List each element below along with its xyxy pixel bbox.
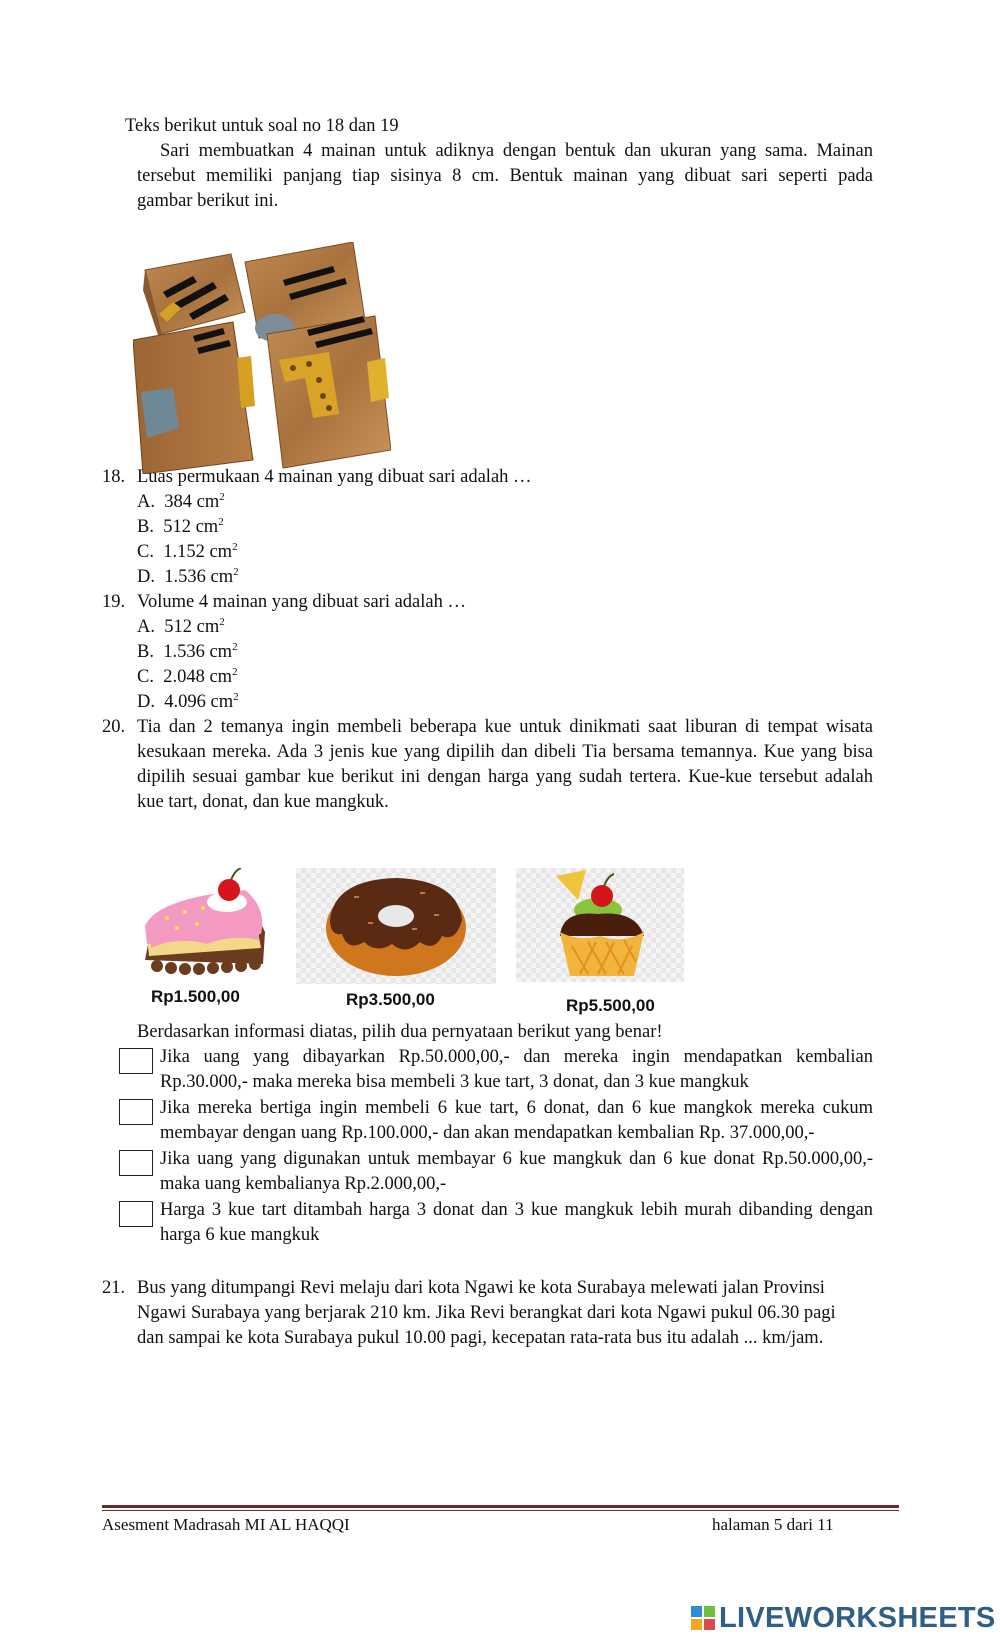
option-exponent: 2: [219, 491, 225, 503]
passage-heading: Teks berikut untuk soal no 18 dan 19: [125, 116, 399, 136]
q18-option-d[interactable]: [137, 565, 239, 589]
cupcake-image: [548, 866, 654, 982]
statement-2-line-1: Jika mereka bertiga ingin membeli 6 kue tart, 6 donat, dan 6 kue mangkok mereka cukum: [160, 1098, 873, 1118]
q19-option-b[interactable]: [137, 640, 238, 664]
option-letter: D.: [137, 692, 155, 712]
q19-option-c[interactable]: [137, 665, 238, 689]
q18-option-b[interactable]: [137, 515, 224, 539]
option-letter: C.: [137, 542, 154, 562]
option-exponent: 2: [232, 666, 238, 678]
liveworksheets-icon: [691, 1606, 715, 1630]
option-letter: B.: [137, 642, 154, 662]
statement-4-line-2: harga 6 kue mangkuk: [160, 1225, 320, 1245]
statement-3-checkbox[interactable]: [119, 1150, 153, 1176]
option-letter: A.: [137, 617, 155, 637]
footer-rule: [102, 1505, 899, 1508]
statement-1-line-1: Jika uang yang dibayarkan Rp.50.000,00,- dan mereka ingin mendapatkan kembalian: [160, 1047, 873, 1067]
passage-line-2: tersebut memiliki panjang tiap sisinya 8 cm. Bentuk mainan yang dibuat sari seperti pada: [137, 166, 873, 186]
statement-3-line-2: maka uang kembalianya Rp.2.000,00,-: [160, 1174, 447, 1194]
q20-instruction: Berdasarkan informasi diatas, pilih dua pernyataan berikut yang benar!: [137, 1022, 663, 1042]
q21-line-2: Ngawi Surabaya yang berjarak 210 km. Jika Revi berangkat dari kota Ngawi pukul 06.30 pagi: [137, 1303, 836, 1323]
option-value: 384 cm: [164, 492, 220, 512]
statement-3-line-1: Jika uang yang digunakan untuk membayar 6 kue mangkuk dan 6 kue donat Rp.50.000,00,-: [160, 1149, 873, 1169]
q19-number: 19.: [102, 592, 126, 612]
q21-line-3: dan sampai ke kota Surabaya pukul 10.00 pagi, kecepatan rata-rata bus itu adalah ... km/jam.: [137, 1328, 824, 1348]
option-exponent: 2: [218, 516, 224, 528]
option-value: 1.536 cm: [164, 567, 234, 587]
q19-text: Volume 4 mainan yang dibuat sari adalah …: [137, 592, 466, 612]
cake-image: [137, 868, 271, 978]
statement-4-checkbox[interactable]: [119, 1201, 153, 1227]
price-cake: Rp1.500,00: [151, 987, 240, 1006]
statement-2-line-2: membayar dengan uang Rp.100.000,- dan akan mendapatkan kembalian Rp. 37.000,00,-: [160, 1123, 815, 1143]
footer-page-number: halaman 5 dari 11: [712, 1515, 834, 1534]
q21-line-1: Bus yang ditumpangi Revi melaju dari kota Ngawi ke kota Surabaya melewati jalan Provinsi: [137, 1278, 825, 1298]
option-exponent: 2: [219, 616, 225, 628]
q20-line-2: kesukaan mereka. Ada 3 jenis kue yang dipilih dan dibeli Tia bersama temannya. Kue yang bisa: [137, 742, 873, 762]
q20-line-4: kue tart, donat, dan kue mangkuk.: [137, 792, 389, 812]
passage-line-3: gambar berikut ini.: [137, 191, 279, 211]
option-letter: D.: [137, 567, 155, 587]
option-value: 512 cm: [164, 617, 220, 637]
option-value: 2.048 cm: [163, 667, 233, 687]
q20-line-3: dipilih sesuai gambar kue berikut ini dengan harga yang sudah tertera. Kue-kue tersebut adalah: [137, 767, 873, 787]
q20-line-1: Tia dan 2 temanya ingin membeli beberapa kue untuk dinikmati saat liburan di tempat wisata: [137, 717, 873, 737]
q20-number: 20.: [102, 717, 126, 737]
statement-1-line-2: Rp.30.000,- maka mereka bisa membeli 3 kue tart, 3 donat, dan 3 kue mangkuk: [160, 1072, 749, 1092]
option-value: 4.096 cm: [164, 692, 234, 712]
option-letter: C.: [137, 667, 154, 687]
statement-4-line-1: Harga 3 kue tart ditambah harga 3 donat dan 3 kue mangkuk lebih murah dibanding dengan: [160, 1200, 873, 1220]
q19-option-d[interactable]: [137, 690, 239, 714]
option-exponent: 2: [233, 566, 239, 578]
liveworksheets-logo[interactable]: [691, 1602, 996, 1634]
option-exponent: 2: [232, 541, 238, 553]
price-cupcake: Rp5.500,00: [566, 996, 655, 1015]
option-value: 512 cm: [163, 517, 219, 537]
option-value: 1.152 cm: [163, 542, 233, 562]
q19-option-a[interactable]: [137, 615, 225, 639]
liveworksheets-wordmark: LIVEWORKSHEETS: [719, 1601, 996, 1634]
footer-rule-thin: [102, 1510, 899, 1511]
q18-number: 18.: [102, 467, 126, 487]
footer-school: Asesment Madrasah MI AL HAQQI: [102, 1515, 350, 1534]
q21-number: 21.: [102, 1278, 126, 1298]
option-letter: A.: [137, 492, 155, 512]
q18-text: Luas permukaan 4 mainan yang dibuat sari adalah …: [137, 467, 532, 487]
option-letter: B.: [137, 517, 154, 537]
wooden-blocks-image: [133, 242, 391, 474]
statement-2-checkbox[interactable]: [119, 1099, 153, 1125]
donut-image: [324, 872, 468, 978]
option-exponent: 2: [233, 691, 239, 703]
passage-line-1: Sari membuatkan 4 mainan untuk adiknya dengan bentuk dan ukuran yang sama. Mainan: [160, 141, 873, 161]
option-exponent: 2: [232, 641, 238, 653]
q18-option-a[interactable]: [137, 490, 225, 514]
q18-option-c[interactable]: [137, 540, 238, 564]
option-value: 1.536 cm: [163, 642, 233, 662]
statement-1-checkbox[interactable]: [119, 1048, 153, 1074]
price-donut: Rp3.500,00: [346, 990, 435, 1009]
